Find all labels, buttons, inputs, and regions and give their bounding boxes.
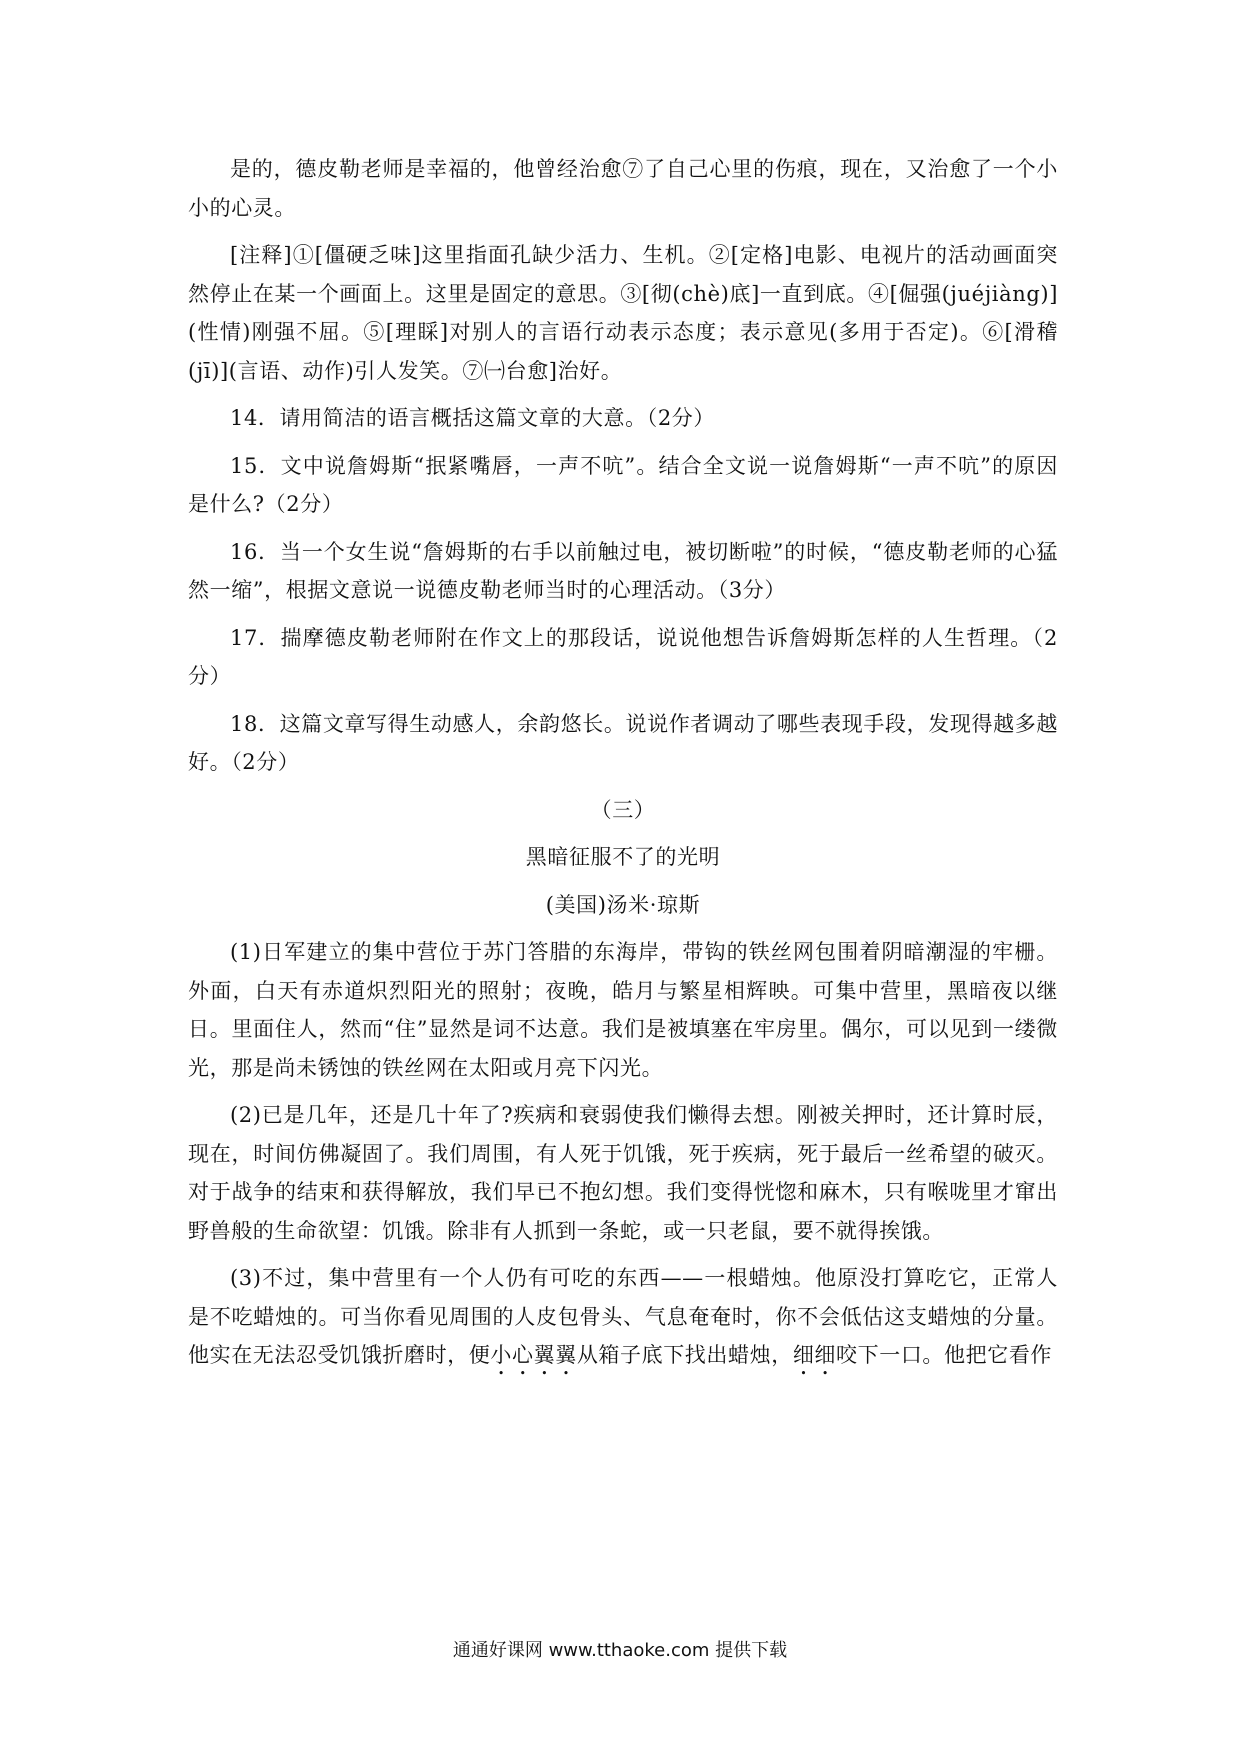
question-14: 14．请用简洁的语言概括这篇文章的大意。（2分）	[230, 406, 715, 430]
annotation-notes: [注释]①[僵硬乏味]这里指面孔缺少活力、生机。②[定格]电影、电视片的活动画面突然停止在某一个画面上。这里是固定的意思。③[彻(chè)底]一直到底。④[倔强(juéjiàng)](性情)刚强不屈。⑤[理睬]对别人的言语行动表示态度；表示意见(多用于否定)。⑥[滑稽(jī)](言语、动作)引人发笑。⑦㈠台愈]治好。	[188, 243, 1058, 383]
document-body	[188, 150, 1058, 1389]
article-paragraph-3	[188, 1259, 1058, 1380]
section-number: （三）	[590, 797, 656, 822]
question-15: 15．文中说詹姆斯“抿紧嘴唇，一声不吭”。结合全文说一说詹姆斯“一声不吭”的原因是什么?（2分）	[188, 453, 1058, 516]
emphasized-word: 细细	[792, 1343, 837, 1367]
question-18: 18．这篇文章写得生动感人，余韵悠长。说说作者调动了哪些表现手段，发现得越多越好。（2分）	[188, 711, 1058, 774]
page-footer: 通通好课网 www.tthaoke.com 提供下载	[452, 1640, 788, 1661]
article-paragraph-3-part-a: (3)不过，集中营里有一个人仍有可吃的东西——一根蜡烛。他原没打算吃它，正常人是不吃蜡烛的。可当你看见周围的人皮包骨头、气息奄奄时，你不会低估这支蜡烛的分量。他实在无法忍受饥饿折磨时，便	[188, 1266, 1058, 1367]
article-title: 黑暗征服不了的光明	[525, 845, 721, 869]
article-paragraph-3-part-b: 从箱子底下找出蜡烛，	[576, 1343, 793, 1367]
article-author: (美国)汤米·琼斯	[545, 892, 701, 917]
emphasized-phrase: 小心翼翼	[490, 1343, 577, 1367]
article-paragraph-1: (1)日军建立的集中营位于苏门答腊的东海岸，带钩的铁丝网包围着阴暗潮湿的牢栅。外面，白天有赤道炽烈阳光的照射；夜晚，皓月与繁星相辉映。可集中营里，黑暗夜以继日。里面住人，然而“住”显然是词不达意。我们是被填塞在牢房里。偶尔，可以见到一缕微光，那是尚未锈蚀的铁丝网在太阳或月亮下闪光。	[188, 940, 1058, 1080]
question-17: 17．揣摩德皮勒老师附在作文上的那段话，说说他想告诉詹姆斯怎样的人生哲理。（2分）	[188, 625, 1058, 688]
story-paragraph: 是的，德皮勒老师是幸福的，他曾经治愈⑦了自己心里的伤痕，现在，又治愈了一个小小的心灵。	[188, 157, 1058, 220]
question-16: 16．当一个女生说“詹姆斯的右手以前触过电，被切断啦”的时候，“德皮勒老师的心猛然一缩”，根据文意说一说德皮勒老师当时的心理活动。（3分）	[188, 539, 1058, 602]
article-paragraph-2: (2)已是几年，还是几十年了?疾病和衰弱使我们懒得去想。刚被关押时，还计算时辰，现在，时间仿佛凝固了。我们周围，有人死于饥饿，死于疾病，死于最后一丝希望的破灭。对于战争的结束和获得解放，我们早已不抱幻想。我们变得恍惚和麻木，只有喉咙里才窜出野兽般的生命欲望：饥饿。除非有人抓到一条蛇，或一只老鼠，要不就得挨饿。	[188, 1103, 1058, 1243]
article-paragraph-3-part-c: 咬下一口。他把它看作	[836, 1343, 1053, 1367]
